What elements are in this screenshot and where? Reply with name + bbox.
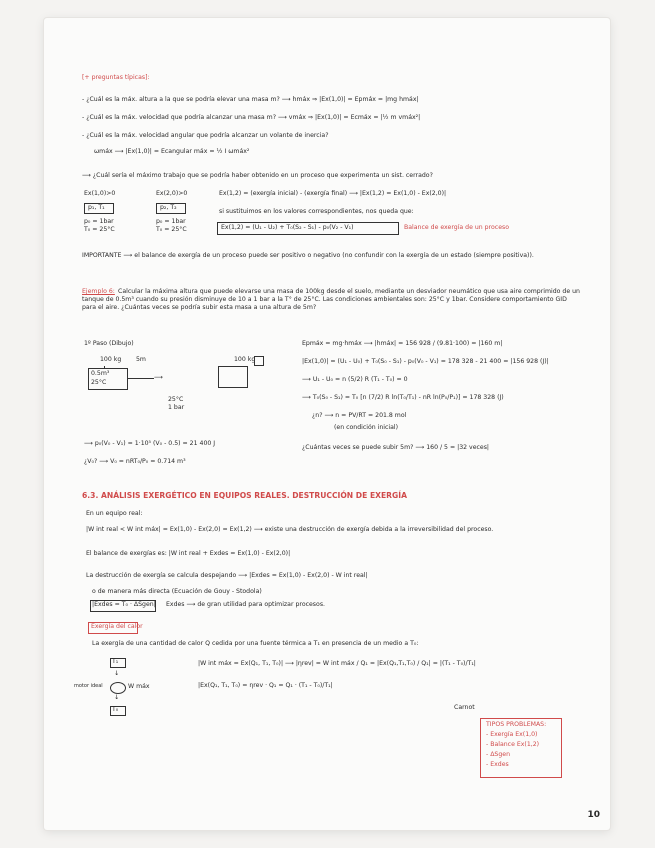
question-3: - ¿Cuál es la máx. velocidad angular que podría alcanzar un volante de inercia? xyxy=(82,132,329,139)
solution-1: Epmáx = mg·hmáx ⟶ |hmáx| = 156 928 / (9.81·100) = |160 m| xyxy=(302,340,503,347)
solution-5b: (en condición inicial) xyxy=(334,424,399,431)
sketch-valve: 5m xyxy=(136,356,146,363)
heat-arrow-icon: ↓ xyxy=(114,670,120,677)
sketch-mass: 100 kg xyxy=(100,356,122,363)
ambient-p-1: p₀ = 1bar xyxy=(84,218,114,225)
tank-temp: 25°C xyxy=(91,379,107,386)
weight-box xyxy=(254,356,264,366)
state-2-label: p₂, T₂ xyxy=(160,204,177,211)
section-title: 6.3. ANÁLISIS EXERGÉTICO EN EQUIPOS REALES. DESTRUCCIÓN DE EXERGÍA xyxy=(82,491,407,500)
real-inequality: |W int real < W int máx| = Ex(1,0) - Ex(2,0) = Ex(1,2) ⟶ existe una destrucción de exergía debida a la irreversibilidad del proceso. xyxy=(86,526,494,533)
state-1-label: p₁, T₁ xyxy=(88,204,105,211)
gouy-note: Exdes ⟶ de gran utilidad para optimizar procesos. xyxy=(166,601,326,608)
solution-2: |Ex(1,0)| = (U₁ - U₀) + T₀(S₀ - S₁) - p₀(V₀ - V₁) = 178 328 - 21 400 = |156 928 (J)| xyxy=(302,358,549,365)
carnot-label: Carnot xyxy=(454,704,475,711)
exergy-balance-formula: Ex(1,2) = (U₁ - U₂) + T₀(S₂ - S₁) - p₀(V₂ - V₁) xyxy=(221,224,354,231)
solution-8: ¿Cuántas veces se puede subir 5m? ⟶ 160 / 5 = |32 veces| xyxy=(302,444,490,451)
sketch-mass-2: 100 kg xyxy=(234,356,256,363)
gouy-formula: |Exdes = T₀ · ΔSgen| xyxy=(92,601,156,608)
exergy-state-2: Ex(2,0)>0 xyxy=(156,190,188,197)
sink-temp: T₀ xyxy=(112,706,119,713)
work-arrow: W máx xyxy=(128,683,150,690)
problem-type-1: - Exergía Ex(1,0) xyxy=(486,731,538,738)
final-temp: 25°C xyxy=(168,396,184,403)
exergy-balance-def: Ex(1,2) = (exergía inicial) - (exergía final) ⟶ |Ex(1,2) = Ex(1,0) - Ex(2,0)| xyxy=(219,190,447,197)
problem-type-3: - ΔSgen xyxy=(486,751,511,758)
heat-exergy-def: La exergía de una cantidad de calor Q cedida por una fuente térmica a T₁ en presencia de un medio a T₀: xyxy=(92,640,419,647)
ambient-p-2: p₀ = 1bar xyxy=(156,218,186,225)
solution-7: ¿V₀? ⟶ V₀ = nRT₀/P₀ = 0.714 m³ xyxy=(84,458,186,465)
tank-volume: 0.5m³ xyxy=(91,370,110,377)
formula-note: Balance de exergía de un proceso xyxy=(404,224,510,231)
exergy-state-1: Ex(1,0)>0 xyxy=(84,190,116,197)
heat-exergy-title: Exergía del calor xyxy=(91,623,143,630)
tips-heading: [+ preguntas típicas]: xyxy=(82,74,150,81)
example-text: Calcular la máxima altura que puede elevarse una masa de 100kg desde el suelo, mediante un desviador neumático que usa aire comprimido de un tanque de 0.5m³ cuando su presión disminuye de 10 a 1 bar a la T° de 25°C. Las condiciones ambientales son: 25°C y 1bar. Considere comportamiento GID para el aire. ¿Cuántas veces se podría subir esta masa a una altura de 5m? xyxy=(82,288,580,311)
page-number: 10 xyxy=(587,810,600,820)
tank-pipe xyxy=(104,366,105,368)
sketch-title: 1º Paso (Dibujo) xyxy=(84,340,134,347)
tank-box-2 xyxy=(218,366,248,388)
problem-type-2: - Balance Ex(1,2) xyxy=(486,741,540,748)
solution-5: ¿n? ⟶ n = PV/RT = 201.8 mol xyxy=(312,412,407,419)
question-1: - ¿Cuál es la máx. altura a la que se podría elevar una masa m? ⟶ hmáx ⇒ |Ex(1,0)| = Epmáx = |mg hmáx| xyxy=(82,96,419,103)
problem-type-4: - Exdes xyxy=(486,761,509,768)
notebook-page xyxy=(44,18,610,830)
solution-3: ⟶ U₁ - U₀ = n (5/2) R (T₁ - T₀) = 0 xyxy=(302,376,408,383)
example-label: Ejemplo 6: xyxy=(82,288,115,295)
substitution-note: si sustituimos en los valores correspondientes, nos queda que: xyxy=(219,208,414,215)
final-pressure: 1 bar xyxy=(168,404,185,411)
engine-label: motor ideal xyxy=(74,683,103,689)
problem-types-title: TIPOS PROBLEMAS: xyxy=(486,721,547,728)
ambient-t-1: T₀ = 25°C xyxy=(84,226,115,233)
engine-circle xyxy=(110,682,126,694)
question-2: - ¿Cuál es la máx. velocidad que podría alcanzar una masa m? ⟶ vmáx ⇒ |Ex(1,0)| = Ecmáx = |½ m vmáx²| xyxy=(82,114,421,121)
question-3-formula: ωmáx ⟶ |Ex(1,0)| = Ecangular máx = ½ I ωmáx² xyxy=(94,148,250,155)
gouy-intro: o de manera más directa (Ecuación de Gouy - Stodola) xyxy=(92,588,262,595)
real-intro: En un equipo real: xyxy=(86,510,143,517)
source-temp: T₁ xyxy=(112,658,119,665)
destruction-def: La destrucción de exergía se calcula despejando ⟶ |Exdes = Ex(1,0) - Ex(2,0) - W int real| xyxy=(86,572,368,579)
reject-arrow-icon: ↓ xyxy=(114,694,120,701)
arrow-icon: ⟶ xyxy=(154,374,163,381)
exergy-balance: El balance de exergías es: |W int real + Exdes = Ex(1,0) - Ex(2,0)| xyxy=(86,550,291,557)
heat-formula-2: |Ex(Q₁, T₁, T₀) = ηrev · Q₁ = Q₁ · (T₁ - T₀)/T₁| xyxy=(198,682,333,689)
solution-4: ⟶ T₀(S₀ - S₁) = T₀ [n (7/2) R ln(T₀/T₁) - nR ln(P₀/P₁)] = 178 328 (J) xyxy=(302,394,504,401)
ambient-t-2: T₀ = 25°C xyxy=(156,226,187,233)
important-note: IMPORTANTE ⟶ el balance de exergía de un proceso puede ser positivo o negativo (no confundir con la exergía de un estado (siempre positiva)). xyxy=(82,252,534,259)
tank-line xyxy=(128,378,154,379)
solution-6: ⟶ p₀(V₀ - V₁) = 1·10⁵ (V₀ - 0.5) = 21 400 J xyxy=(84,440,216,447)
question-4: ⟶ ¿Cuál sería el máximo trabajo que se podría haber obtenido en un proceso que experimenta un sist. cerrado? xyxy=(82,172,433,179)
heat-formula-1: |W int máx = Ex(Q₁, T₁, T₀)| ⟶ |ηrev| = W int máx / Q₁ = |Ex(Q₁,T₁,T₀) / Q₁| = |(T₁ - T₀)/T₁| xyxy=(198,660,476,667)
